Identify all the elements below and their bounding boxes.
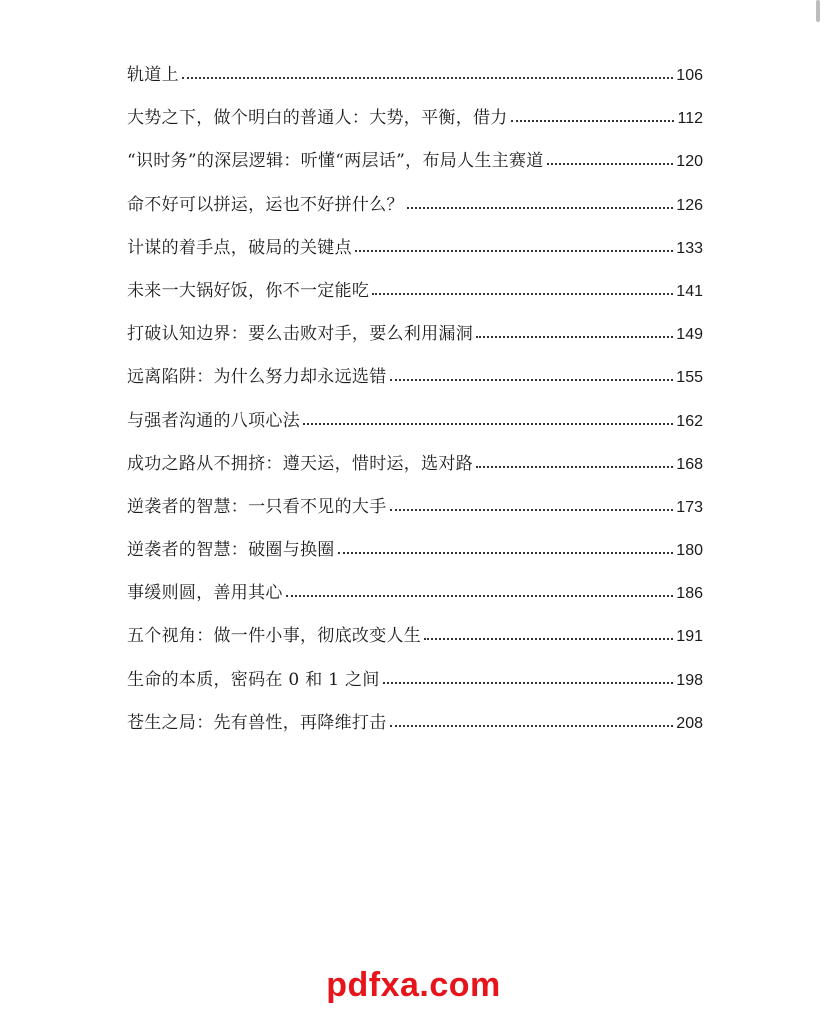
toc-entry[interactable] (127, 535, 703, 578)
toc-entry[interactable] (127, 578, 703, 621)
toc-entry-title: 轨道上 (127, 65, 179, 85)
toc-page-number: 191 (676, 628, 703, 646)
toc-entry[interactable] (127, 319, 703, 362)
toc-page-number: 208 (676, 714, 703, 732)
toc-entry[interactable] (127, 665, 703, 708)
toc-page-number: 186 (676, 585, 703, 603)
toc-page-number: 162 (676, 412, 703, 430)
toc-page-number: 120 (676, 153, 703, 171)
toc-entry[interactable] (127, 708, 703, 751)
scroll-indicator[interactable] (816, 0, 820, 22)
toc-entry-title: “识时务”的深层逻辑：听懂“两层话”，布局人生主赛道 (127, 151, 544, 172)
toc-dot-leader (476, 326, 673, 338)
toc-page-number: 198 (676, 671, 703, 689)
toc-dot-leader (390, 369, 674, 381)
toc-page-number: 106 (676, 67, 703, 84)
toc-entry[interactable] (127, 276, 703, 319)
toc-dot-leader (476, 456, 673, 468)
toc-entry-title: 事缓则圆，善用其心 (127, 583, 283, 604)
toc-page-number: 173 (676, 498, 703, 516)
toc-page-number: 133 (676, 239, 703, 257)
toc-page-number: 155 (676, 369, 703, 387)
toc-entry[interactable] (127, 621, 703, 664)
toc-entry[interactable] (127, 233, 703, 276)
toc-page-number: 112 (677, 110, 703, 128)
toc-page-number: 149 (676, 326, 703, 344)
toc-dot-leader (390, 715, 674, 727)
toc-entry-title: 逆袭者的智慧：破圈与换圈 (127, 540, 335, 561)
toc-entry-title: 苍生之局：先有兽性，再降维打击 (127, 712, 387, 733)
toc-dot-leader (182, 67, 673, 79)
toc-entry-title: 计谋的着手点，破局的关键点 (127, 237, 352, 258)
toc-entry-title: 生命的本质，密码在 0 和 1 之间 (127, 669, 380, 690)
toc-page-number: 126 (676, 196, 703, 214)
toc-dot-leader (424, 628, 673, 640)
toc-dot-leader (390, 499, 674, 511)
toc-entry-title: 命不好可以拼运，运也不好拼什么？ (127, 194, 404, 215)
toc-entry[interactable] (127, 146, 703, 189)
toc-page-number: 168 (676, 455, 703, 473)
toc-entry[interactable] (127, 60, 703, 103)
toc-dot-leader (338, 542, 674, 554)
toc-entry-title: 大势之下，做个明白的普通人：大势，平衡，借力 (127, 108, 508, 129)
toc-dot-leader (547, 153, 674, 165)
toc-dot-leader (286, 585, 674, 597)
toc-dot-leader (511, 110, 675, 122)
toc-entry[interactable] (127, 492, 703, 535)
toc-entry-title: 未来一大锅好饭，你不一定能吃 (127, 280, 370, 301)
toc-entry[interactable] (127, 362, 703, 405)
toc-dot-leader (355, 240, 673, 252)
toc-entry-title: 成功之路从不拥挤：遵天运，惜时运，选对路 (127, 453, 473, 474)
toc-dot-leader (383, 672, 674, 684)
watermark-text: pdfxa.com (326, 966, 501, 1004)
toc-entry[interactable] (127, 406, 703, 449)
toc-page-number: 180 (676, 542, 703, 560)
toc-entry[interactable] (127, 449, 703, 492)
toc-entry[interactable] (127, 190, 703, 233)
toc-entry-title: 逆袭者的智慧：一只看不见的大手 (127, 496, 387, 517)
toc-dot-leader (303, 413, 673, 425)
table-of-contents (127, 60, 703, 751)
toc-dot-leader (407, 197, 673, 209)
toc-page-number: 141 (676, 282, 703, 300)
toc-entry-title: 打破认知边界：要么击败对手，要么利用漏洞 (127, 324, 473, 345)
toc-entry-title: 五个视角：做一件小事，彻底改变人生 (127, 626, 422, 647)
toc-dot-leader (372, 283, 673, 295)
toc-entry[interactable] (127, 103, 703, 146)
toc-entry-title: 远离陷阱：为什么努力却永远选错 (127, 367, 387, 388)
toc-entry-title: 与强者沟通的八项心法 (127, 410, 300, 431)
